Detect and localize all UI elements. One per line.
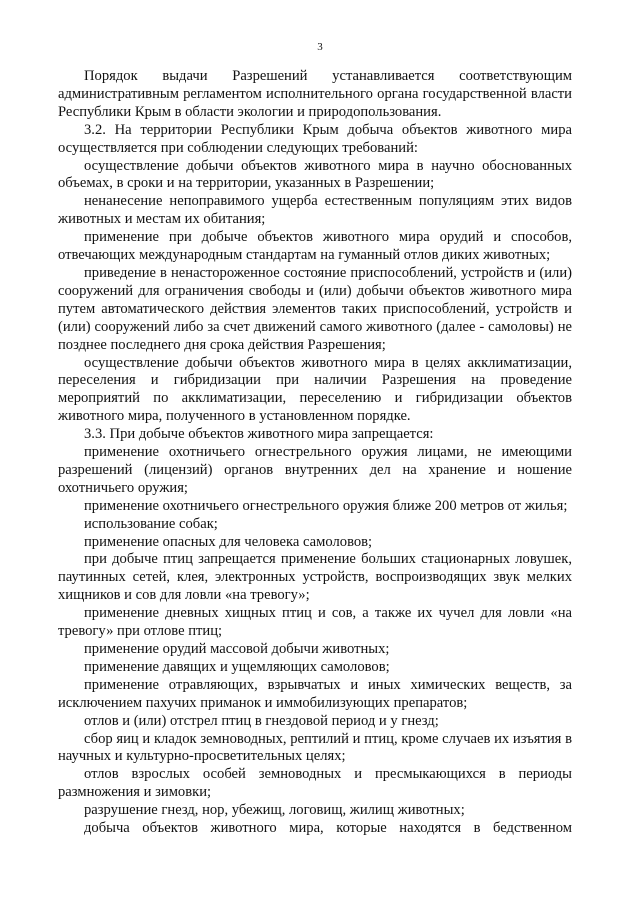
paragraph: 3.3. При добыче объектов животного мира запрещается: bbox=[84, 426, 434, 443]
paragraph: ненанесение непоправимого ущерба естественным популяциям этих видов животных и местам их обитания; bbox=[58, 193, 572, 228]
paragraph: отлов и (или) отстрел птиц в гнездовой период и у гнезд; bbox=[84, 712, 439, 729]
paragraph: отлов взрослых особей земноводных и пресмыкающихся в периоды размножения и зимовки; bbox=[58, 766, 572, 801]
paragraph: применение давящих и ущемляющих самоловов; bbox=[84, 658, 390, 675]
paragraph: осуществление добычи объектов животного мира в научно обоснованных объемах, в сроки и на территории, указанных в Разрешении; bbox=[58, 157, 572, 192]
paragraph: использование собак; bbox=[84, 515, 218, 532]
page-number: 3 bbox=[317, 41, 323, 53]
paragraph: применение орудий массовой добычи животных; bbox=[84, 641, 390, 657]
paragraph: добыча объектов животного мира, которые находятся в бедственном bbox=[84, 820, 572, 837]
paragraph: применение охотничьего огнестрельного оружия ближе 200 метров от жилья; bbox=[84, 497, 568, 514]
paragraph: разрушение гнезд, нор, убежищ, логовищ, жилищ животных; bbox=[84, 802, 465, 819]
paragraph: Порядок выдачи Разрешений устанавливается соответствующим административным регламентом исполнительного органа государственной власти Республики Крым в области экологии и природопользования. bbox=[58, 68, 572, 120]
paragraph: 3.2. На территории Республики Крым добыча объектов животного мира осуществляется при соблюдении следующих требований: bbox=[58, 121, 572, 156]
paragraph: применение охотничьего огнестрельного оружия лицами, не имеющими разрешений (лицензий) органов внутренних дел на хранение и ношение охотничьего оружия; bbox=[58, 444, 572, 496]
paragraph: применение дневных хищных птиц и сов, а также их чучел для ловли «на тревогу» при отлове птиц; bbox=[58, 605, 572, 640]
body-text bbox=[58, 68, 572, 838]
paragraph: применение отравляющих, взрывчатых и иных химических веществ, за исключением пахучих приманок и иммобилизующих препаратов; bbox=[58, 676, 572, 711]
paragraph: применение при добыче объектов животного мира орудий и способов, отвечающих международным стандартам на гуманный отлов диких животных; bbox=[58, 229, 572, 264]
paragraph: при добыче птиц запрещается применение больших стационарных ловушек, паутинных сетей, клея, электронных устройств, воспроизводящих звук мелких хищников и сов для ловли «на тревогу»; bbox=[58, 551, 572, 604]
paragraph: осуществление добычи объектов животного мира в целях акклиматизации, переселения и гибридизации при наличии Разрешения на проведение мероприятий по акклиматизации, переселению и гибридизации объектов животного мира, полученного в установленном порядке. bbox=[58, 354, 572, 425]
paragraph: применение опасных для человека самоловов; bbox=[84, 533, 373, 550]
paragraph: сбор яиц и кладок земноводных, рептилий и птиц, кроме случаев их изъятия в научных и культурно-просветительных целях; bbox=[58, 730, 572, 765]
paragraph: приведение в ненастороженное состояние приспособлений, устройств и (или) сооружений для ограничения свободы и (или) добычи объектов животного мира путем автоматического действия элементов таких приспособлений, устройств и (или) сооружений либо за счет движений самого животного (далее - самоловы) не позднее последнего дня срока действия Разрешения; bbox=[58, 264, 572, 353]
